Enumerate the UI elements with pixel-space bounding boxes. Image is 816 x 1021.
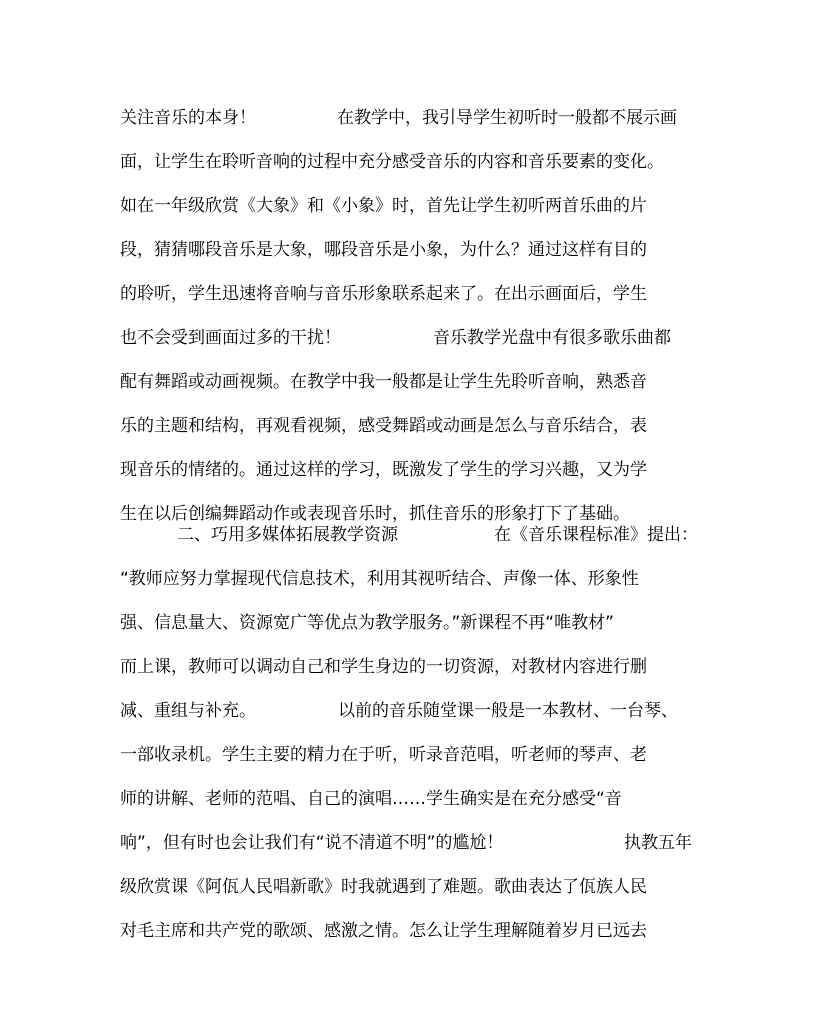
- text-segment: 面，让学生在聆听音响的过程中充分感受音乐的内容和音乐要素的变化。: [120, 152, 664, 172]
- text-segment: 而上课，教师可以调动自己和学生身边的一切资源，对教材内容进行删: [120, 657, 647, 677]
- text-segment: 生在以后创编舞蹈动作或表现音乐时，抓住音乐的形象打下了基础。: [120, 504, 630, 524]
- text-line: [0, 323, 816, 353]
- text-line: [0, 652, 816, 682]
- text-segment: 也不会受到画面过多的干扰！: [120, 328, 341, 348]
- text-segment: 响”，但有时也会让我们有“说不清道不明”的尴尬！: [120, 833, 504, 853]
- section-heading-line: [0, 520, 816, 550]
- text-line: [0, 147, 816, 177]
- text-segment: 乐的主题和结构，再观看视频，感受舞蹈或动画是怎么与音乐结合，表: [120, 416, 647, 436]
- text-line: [0, 564, 816, 594]
- text-segment: 在《音乐课程标准》提出：: [494, 525, 698, 545]
- text-segment: 的聆听，学生迅速将音响与音乐形象联系起来了。在出示画面后，学生: [120, 284, 647, 304]
- text-segment: 现音乐的情绪的。通过这样的学习，既激发了学生的学习兴趣，又为学: [120, 460, 647, 480]
- text-segment: 强、信息量大、资源宽广等优点为教学服务。”新课程不再“唯教材”: [120, 613, 614, 633]
- text-line: [0, 367, 816, 397]
- text-segment: 段，猜猜哪段音乐是大象，哪段音乐是小象，为什么？通过这样有目的: [120, 240, 647, 260]
- section-heading: 二、巧用多媒体拓展教学资源: [177, 525, 398, 545]
- text-line: [0, 696, 816, 726]
- text-segment: 如在一年级欣赏《大象》和《小象》时，首先让学生初听两首乐曲的片: [120, 196, 647, 216]
- text-line: [0, 740, 816, 770]
- text-segment: 对毛主席和共产党的歌颂、感激之情。怎么让学生理解随着岁月已远去: [120, 921, 647, 941]
- text-segment: “教师应努力掌握现代信息技术，利用其视听结合、声像一体、形象性: [120, 569, 639, 589]
- text-line: [0, 784, 816, 814]
- text-segment: 级欣赏课《阿佤人民唱新歌》时我就遇到了难题。歌曲表达了佤族人民: [120, 877, 647, 897]
- text-line: [0, 828, 816, 858]
- text-segment: 配有舞蹈或动画视频。在教学中我一般都是让学生先聆听音响，熟悉音: [120, 372, 647, 392]
- text-line: [0, 455, 816, 485]
- text-segment: 以前的音乐随堂课一般是一本教材、一台琴、: [338, 701, 678, 721]
- text-line: [0, 191, 816, 221]
- text-line: [0, 608, 816, 638]
- text-line: [0, 235, 816, 265]
- text-segment: 在教学中，我引导学生初听时一般都不展示画: [337, 108, 677, 128]
- text-line: [0, 279, 816, 309]
- text-segment: 关注音乐的本身！: [120, 108, 256, 128]
- text-line: [0, 916, 816, 946]
- text-segment: 执教五年: [624, 833, 692, 853]
- text-line: [0, 872, 816, 902]
- text-segment: 师的讲解、老师的范唱、自己的演唱……学生确实是在充分感受“音: [120, 789, 622, 809]
- text-segment: 一部收录机。学生主要的精力在于听，听录音范唱，听老师的琴声、老: [120, 745, 647, 765]
- text-line: [0, 103, 816, 133]
- text-line: [0, 411, 816, 441]
- text-segment: 音乐教学光盘中有很多歌乐曲都: [433, 328, 671, 348]
- text-segment: 减、重组与补充。: [120, 701, 256, 721]
